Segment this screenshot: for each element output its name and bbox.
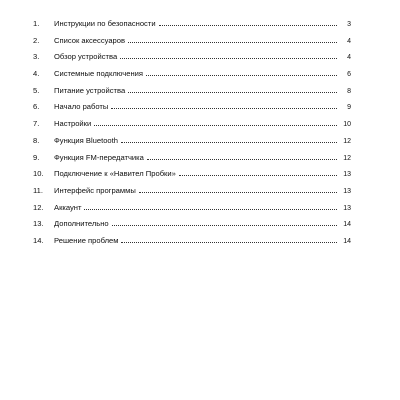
- toc-entry-title: Функция Bluetooth: [54, 135, 118, 145]
- toc-entry[interactable]: [33, 49, 351, 66]
- toc-entry-title: Функция FM-передатчика: [54, 152, 144, 162]
- toc-entry-title: Дополнительно: [54, 219, 109, 229]
- toc-entry[interactable]: [33, 183, 351, 200]
- toc-entry-number: 2.: [33, 35, 40, 45]
- toc-entry-page: 12: [343, 154, 351, 162]
- toc-entry-page: 9: [347, 104, 351, 112]
- toc-entry-page: 13: [343, 204, 351, 212]
- toc-entry-title: Интерфейс программы: [54, 185, 136, 195]
- toc-entry[interactable]: [33, 216, 351, 233]
- toc-entry-number: 1.: [33, 19, 40, 28]
- toc-entry-title: Обзор устройства: [54, 52, 118, 62]
- toc-entry-page: 4: [347, 37, 351, 45]
- toc-entry-number: 4.: [33, 69, 40, 79]
- toc-entry-title: Аккаунт: [54, 202, 82, 212]
- toc-entry[interactable]: [33, 33, 351, 50]
- toc-entry-title: Список аксессуаров: [54, 35, 126, 45]
- toc-entry-page: 10: [343, 121, 351, 129]
- toc-entry[interactable]: [33, 116, 351, 133]
- toc-entry-number: 3.: [33, 52, 40, 62]
- toc-entry-number: 12.: [33, 202, 44, 212]
- toc-entry-title: Решение проблем: [54, 235, 119, 245]
- dot-leader: [121, 142, 337, 143]
- toc-entry-number: 7.: [33, 119, 40, 129]
- toc-entry-page: 6: [347, 71, 351, 79]
- toc-entry-title: Настройки: [54, 119, 92, 129]
- dot-leader: [120, 58, 337, 59]
- toc-entry-page: 14: [343, 237, 351, 245]
- toc-entry-number: 11.: [33, 185, 43, 195]
- dot-leader: [159, 25, 337, 26]
- toc-entry[interactable]: [33, 133, 351, 150]
- dot-leader: [146, 75, 337, 76]
- dot-leader: [128, 42, 337, 43]
- toc-entry-page: 13: [343, 171, 351, 179]
- dot-leader: [139, 192, 337, 193]
- toc-entry[interactable]: [33, 150, 351, 167]
- toc-entry-number: 13.: [33, 219, 44, 229]
- toc-entry-page: 14: [343, 221, 351, 229]
- dot-leader: [84, 209, 337, 210]
- toc-entry[interactable]: [33, 16, 351, 33]
- toc-entry-page: 13: [343, 187, 351, 195]
- toc-entry-page: 12: [343, 137, 351, 145]
- toc-entry-number: 9.: [33, 152, 40, 162]
- toc-entry-title: Питание устройства: [54, 85, 126, 95]
- toc-entry[interactable]: [33, 233, 351, 250]
- dot-leader: [121, 242, 337, 243]
- toc-entry-title: Начало работы: [54, 102, 109, 112]
- toc-entry[interactable]: [33, 66, 351, 83]
- toc-entry-title: Инструкции по безопасности: [54, 19, 156, 28]
- toc-entry[interactable]: [33, 166, 351, 183]
- table-of-contents: [33, 16, 351, 250]
- dot-leader: [128, 92, 337, 93]
- toc-entry-number: 10.: [33, 169, 44, 179]
- toc-entry-page: 4: [347, 54, 351, 62]
- toc-entry-number: 5.: [33, 85, 40, 95]
- toc-entry-number: 8.: [33, 135, 40, 145]
- toc-entry-title: Подключение к «Навител Пробки»: [54, 169, 176, 179]
- dot-leader: [112, 225, 337, 226]
- toc-entry-number: 14.: [33, 235, 44, 245]
- dot-leader: [111, 108, 337, 109]
- toc-entry-title: Системные подключения: [54, 69, 144, 79]
- toc-entry-page: 8: [347, 87, 351, 95]
- dot-leader: [147, 159, 337, 160]
- toc-entry[interactable]: [33, 83, 351, 100]
- toc-entry[interactable]: [33, 200, 351, 217]
- toc-entry-number: 6.: [33, 102, 40, 112]
- toc-entry[interactable]: [33, 99, 351, 116]
- dot-leader: [179, 175, 337, 176]
- dot-leader: [94, 125, 337, 126]
- toc-entry-page: 3: [347, 21, 351, 28]
